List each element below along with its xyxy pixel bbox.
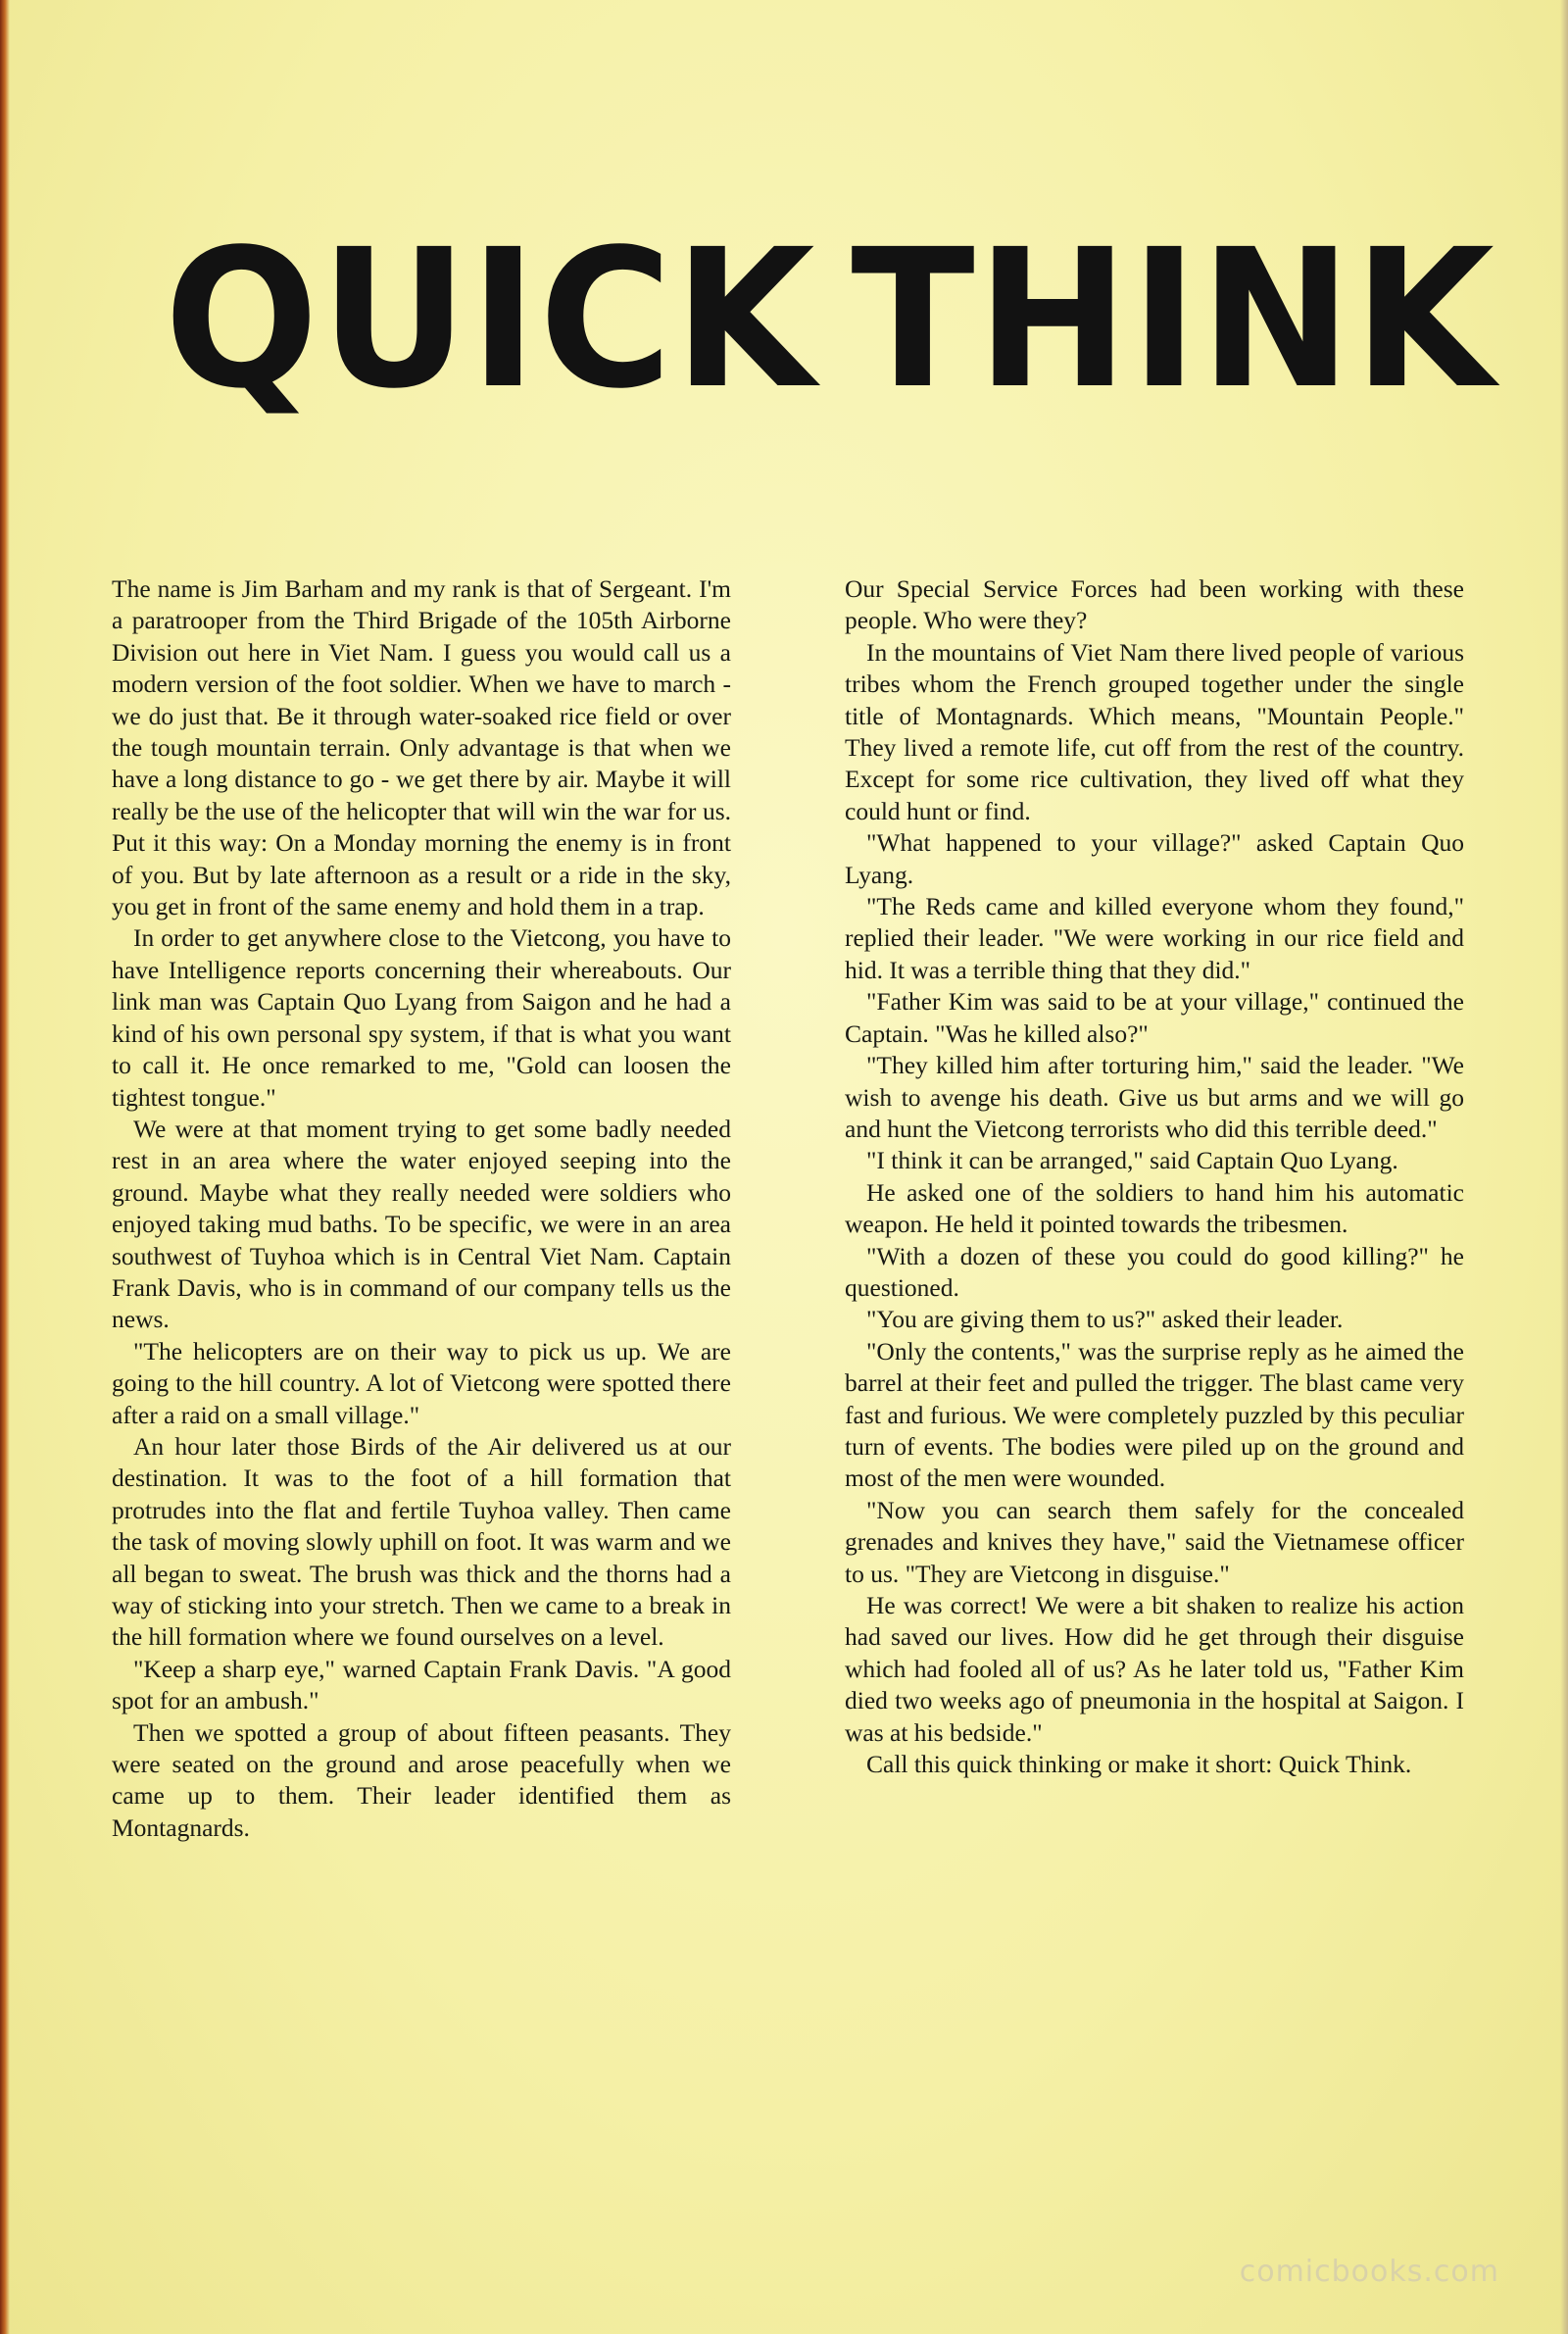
- paragraph: "With a dozen of these you could do good killing?" he questioned.: [845, 1241, 1464, 1302]
- paragraph: The name is Jim Barham and my rank is that of Sergeant. I'm a paratrooper from the Third Brigade of the 105th Airborne Division out here in Viet Nam. I guess you would call us a modern version of the foot soldier. When we have to march - we do just that. Be it through water-soaked rice field or over the tough mountain terrain. Only advantage is that when we have a long distance to go - we get there by air. Maybe it will really be the use of the helicopter that will win the war for us. Put it this way: On a Monday morning the enemy is in front of you. But by late afternoon as a result or a ride in the sky, you get in front of the same enemy and hold them in a trap.: [112, 574, 731, 921]
- paragraph: He was correct! We were a bit shaken to realize his action had saved our lives. How did he get through their disguise which had fooled all of us? As he later told us, "Father Kim died two weeks ago of pneumonia in the hospital at Saigon. I was at his bedside.": [845, 1591, 1464, 1747]
- watermark: comicbooks.com: [1239, 2255, 1499, 2289]
- page-edge-right: [1560, 0, 1568, 2334]
- title-word-think: THINK: [851, 207, 1496, 430]
- paragraph: In order to get anywhere close to the Vietcong, you have to have Intelligence reports concerning their whereabouts. Our link man was Captain Quo Lyang from Saigon and he had a kind of his own personal spy system, if that is what you want to call it. He once remarked to me, "Gold can loosen the tightest tongue.": [112, 923, 731, 1112]
- paragraph: "The Reds came and killed everyone whom they found," replied their leader. "We were working in our rice field and hid. It was a terrible thing that they did.": [845, 892, 1464, 984]
- paragraph: He asked one of the soldiers to hand him his automatic weapon. He held it pointed towards the tribesmen.: [845, 1177, 1464, 1239]
- paragraph: "Keep a sharp eye," warned Captain Frank Davis. "A good spot for an ambush.": [112, 1654, 731, 1715]
- paragraph: "Now you can search them safely for the concealed grenades and knives they have," said the Vietnamese officer to us. "They are Vietcong in disguise.": [845, 1495, 1464, 1588]
- column-right: [845, 573, 1464, 2161]
- paragraph: An hour later those Birds of the Air delivered us at our destination. It was to the foot of a hill formation that protrudes into the flat and fertile Tuyhoa valley. Then came the task of moving slowly uphill on foot. It was warm and we all began to sweat. The brush was thick and the thorns had a way of sticking into your stretch. Then we came to a break in the hill formation where we found ourselves on a level.: [112, 1431, 731, 1652]
- text-columns: [112, 573, 1464, 2161]
- paragraph: "I think it can be arranged," said Captain Quo Lyang.: [866, 1146, 1398, 1175]
- paragraph: "They killed him after torturing him," said the leader. "We wish to avenge his death. Give us but arms and we will go and hunt the Vietcong terrorists who did this terrible deed.": [845, 1051, 1464, 1143]
- paragraph: Then we spotted a group of about fifteen peasants. They were seated on the ground and arose peacefully when we came up to them. Their leader identified them as Montagnards.: [112, 1717, 731, 1842]
- paragraph: In the mountains of Viet Nam there lived people of various tribes whom the French grouped together under the single title of Montagnards. Which means, "Mountain People." They lived a remote life, cut off from the rest of the country. Except for some rice cultivation, they lived off what they could hunt or find.: [845, 637, 1464, 825]
- column-left: [112, 573, 731, 2161]
- paragraph: Our Special Service Forces had been working with these people. Who were they?: [845, 574, 1464, 635]
- paragraph: "What happened to your village?" asked Captain Quo Lyang.: [845, 828, 1464, 889]
- title-word-quick: QUICK: [164, 207, 817, 430]
- paragraph: "Only the contents," was the surprise reply as he aimed the barrel at their feet and pulled the trigger. The blast came very fast and furious. We were completely puzzled by this peculiar turn of events. The bodies were piled up on the ground and most of the men were wounded.: [845, 1336, 1464, 1493]
- page-edge-left: [0, 0, 10, 2334]
- paragraph: We were at that moment trying to get some badly needed rest in an area where the water enjoyed seeping into the ground. Maybe what they really needed were soldiers who enjoyed taking mud baths. To be specific, we were in an area southwest of Tuyhoa which is in Central Viet Nam. Captain Frank Davis, who is in command of our company tells us the news.: [112, 1114, 731, 1334]
- paragraph: "Father Kim was said to be at your village," continued the Captain. "Was he killed also?": [845, 987, 1464, 1048]
- paragraph: "You are giving them to us?" asked their leader.: [866, 1305, 1344, 1334]
- paragraph: Call this quick thinking or make it short: Quick Think.: [866, 1750, 1412, 1779]
- story-title: [147, 196, 1496, 441]
- paragraph: "The helicopters are on their way to pick us up. We are going to the hill country. A lot of Vietcong were spotted there after a raid on a small village.": [112, 1336, 731, 1429]
